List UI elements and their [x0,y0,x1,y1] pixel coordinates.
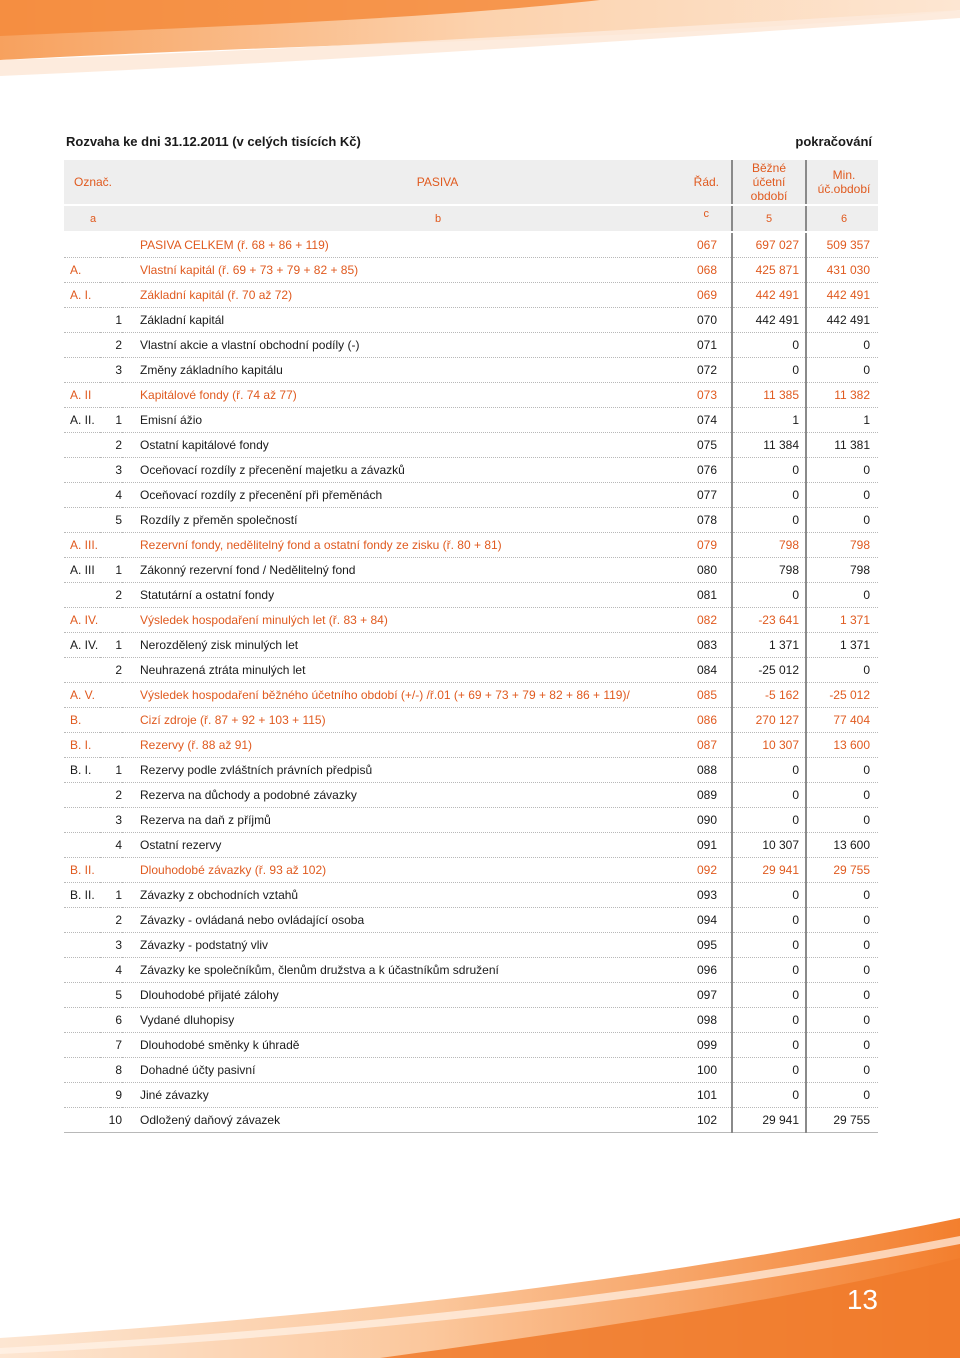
row-rad: 085 [678,683,732,708]
row-oznac [64,1083,100,1108]
row-name: Závazky z obchodních vztahů [122,883,678,908]
row-oznac [64,458,100,483]
table-row [64,733,878,758]
row-rad: 096 [678,958,732,983]
current-header-line1: Běžné účetní [752,161,787,189]
table-row [64,583,878,608]
row-previous: 0 [806,358,878,383]
row-rad: 092 [678,858,732,883]
row-name: Závazky - ovládaná nebo ovládající osoba [122,908,678,933]
col-previous-header: Min. úč.období [806,160,878,205]
row-oznac: A. IV. [64,608,100,633]
table-row [64,383,878,408]
row-rad: 095 [678,933,732,958]
row-rad: 078 [678,508,732,533]
table-row [64,1008,878,1033]
table-row [64,283,878,308]
row-oznac: A. II. [64,408,100,433]
row-name: Výsledek hospodaření běžného účetního období (+/-) /ř.01 (+ 69 + 73 + 79 + 82 + 86 + 119)/ [122,683,678,708]
row-name: Neuhrazená ztráta minulých let [122,658,678,683]
row-name: Dlouhodobé závazky (ř. 93 až 102) [122,858,678,883]
row-previous: 0 [806,508,878,533]
bottom-decoration [0,1198,960,1358]
row-name: Dlouhodobé přijaté zálohy [122,983,678,1008]
row-number [100,533,122,558]
row-oznac [64,358,100,383]
row-previous: 0 [806,783,878,808]
row-number: 1 [100,883,122,908]
row-name: Oceňovací rozdíly z přecenění majetku a závazků [122,458,678,483]
row-oznac [64,1008,100,1033]
row-name: Ostatní rezervy [122,833,678,858]
row-rad: 074 [678,408,732,433]
row-rad: 099 [678,1033,732,1058]
row-number: 1 [100,758,122,783]
row-current: 1 371 [732,633,806,658]
table-row [64,308,878,333]
table-row [64,483,878,508]
row-oznac: B. [64,708,100,733]
row-name: Statutární a ostatní fondy [122,583,678,608]
row-previous: 29 755 [806,1108,878,1133]
row-current: -23 641 [732,608,806,633]
row-oznac [64,433,100,458]
row-number: 2 [100,333,122,358]
row-previous: 0 [806,1058,878,1083]
row-oznac [64,308,100,333]
row-previous: 0 [806,808,878,833]
row-current: 798 [732,533,806,558]
row-previous: 1 [806,408,878,433]
row-oznac: A. II [64,383,100,408]
row-rad: 069 [678,283,732,308]
table-row [64,908,878,933]
subheader-b-label: b [434,212,442,225]
row-rad: 094 [678,908,732,933]
row-oznac [64,908,100,933]
row-name: Odložený daňový závazek [122,1108,678,1133]
row-current: 0 [732,1058,806,1083]
row-current: 11 384 [732,433,806,458]
row-rad: 081 [678,583,732,608]
row-rad: 072 [678,358,732,383]
table-row [64,833,878,858]
row-name: Výsledek hospodaření minulých let (ř. 83 + 84) [122,608,678,633]
row-oznac [64,983,100,1008]
row-name: Zákonný rezervní fond / Nedělitelný fond [122,558,678,583]
row-current: 442 491 [732,308,806,333]
row-oznac [64,1058,100,1083]
row-rad: 100 [678,1058,732,1083]
row-number [100,283,122,308]
row-number: 2 [100,583,122,608]
balance-sheet-table [64,160,878,1133]
row-number [100,683,122,708]
table-row [64,1058,878,1083]
row-number [100,858,122,883]
row-previous: 0 [806,958,878,983]
row-current: -5 162 [732,683,806,708]
row-previous: 0 [806,483,878,508]
table-row [64,708,878,733]
table-row [64,983,878,1008]
row-previous: -25 012 [806,683,878,708]
row-rad: 087 [678,733,732,758]
row-previous: 11 381 [806,433,878,458]
row-oznac: B. II. [64,883,100,908]
row-oznac [64,508,100,533]
row-previous: 509 357 [806,232,878,258]
row-current: 0 [732,983,806,1008]
row-name: Dohadné účty pasivní [122,1058,678,1083]
row-previous: 0 [806,1008,878,1033]
row-oznac: A. V. [64,683,100,708]
row-previous: 442 491 [806,308,878,333]
row-oznac: A. IV. [64,633,100,658]
table-row [64,758,878,783]
row-number [100,608,122,633]
row-name: Základní kapitál (ř. 70 až 72) [122,283,678,308]
row-previous: 13 600 [806,833,878,858]
row-number: 4 [100,483,122,508]
row-rad: 070 [678,308,732,333]
row-name: Nerozdělený zisk minulých let [122,633,678,658]
row-name: Rezerva na daň z příjmů [122,808,678,833]
table-row [64,858,878,883]
row-number: 3 [100,933,122,958]
col-oznac-header: Označ. [64,160,122,205]
row-rad: 082 [678,608,732,633]
row-number: 5 [100,508,122,533]
table-row [64,658,878,683]
row-number: 2 [100,908,122,933]
table-row [64,258,878,283]
row-number: 3 [100,458,122,483]
row-previous: 0 [806,658,878,683]
row-rad: 102 [678,1108,732,1133]
row-number: 5 [100,983,122,1008]
row-rad: 091 [678,833,732,858]
row-name: Závazky ke společníkům, členům družstva a k účastníkům sdružení [122,958,678,983]
row-current: 11 385 [732,383,806,408]
row-number [100,708,122,733]
row-current: 0 [732,483,806,508]
table-row [64,508,878,533]
row-oznac [64,808,100,833]
row-current: 442 491 [732,283,806,308]
table-row [64,783,878,808]
table-row [64,358,878,383]
row-name: Kapitálové fondy (ř. 74 až 77) [122,383,678,408]
row-previous: 0 [806,333,878,358]
row-name: Rezervy (ř. 88 až 91) [122,733,678,758]
table-row [64,808,878,833]
row-oznac: A. III. [64,533,100,558]
row-number: 3 [100,808,122,833]
table-body [64,232,878,1133]
row-oznac [64,333,100,358]
table-row [64,1083,878,1108]
row-current: 0 [732,1033,806,1058]
row-rad: 093 [678,883,732,908]
row-rad: 068 [678,258,732,283]
table-row [64,458,878,483]
row-oznac [64,1033,100,1058]
table-row [64,633,878,658]
row-number: 1 [100,558,122,583]
row-oznac: B. I. [64,758,100,783]
col-current-header [732,160,806,205]
row-current: 0 [732,933,806,958]
table-row [64,558,878,583]
row-previous: 0 [806,583,878,608]
row-oznac [64,232,100,258]
row-current: 10 307 [732,733,806,758]
row-name: Závazky - podstatný vliv [122,933,678,958]
row-current: 0 [732,458,806,483]
header-row [64,160,878,205]
row-name: Ostatní kapitálové fondy [122,433,678,458]
row-name: Základní kapitál [122,308,678,333]
row-previous: 0 [806,883,878,908]
row-oznac: A. III [64,558,100,583]
row-current: 0 [732,333,806,358]
row-number: 2 [100,783,122,808]
row-current: 29 941 [732,858,806,883]
col-pasiva-header [122,160,678,205]
row-name: Rozdíly z přeměn společností [122,508,678,533]
table-row [64,232,878,258]
subheader-e: 6 [806,205,878,232]
pasiva-label: PASIVA [416,175,459,189]
row-rad: 077 [678,483,732,508]
row-rad: 075 [678,433,732,458]
row-oznac [64,958,100,983]
row-number: 2 [100,433,122,458]
table-row [64,683,878,708]
table-row [64,333,878,358]
row-number: 4 [100,958,122,983]
row-name: Rezerva na důchody a podobné závazky [122,783,678,808]
row-previous: 29 755 [806,858,878,883]
row-name: Jiné závazky [122,1083,678,1108]
row-number: 1 [100,408,122,433]
subheader-b [122,205,678,232]
subheader-a: a [64,205,122,232]
col-rad-header: Řád. [678,160,732,205]
row-current: 697 027 [732,232,806,258]
row-current: 0 [732,883,806,908]
row-name: Dlouhodobé směnky k úhradě [122,1033,678,1058]
row-oznac [64,933,100,958]
table-row [64,608,878,633]
row-oznac [64,658,100,683]
row-previous: 0 [806,908,878,933]
row-previous: 0 [806,758,878,783]
row-number: 1 [100,308,122,333]
row-previous: 13 600 [806,733,878,758]
row-rad: 101 [678,1083,732,1108]
row-previous: 798 [806,533,878,558]
row-rad: 089 [678,783,732,808]
row-previous: 0 [806,1033,878,1058]
row-previous: 798 [806,558,878,583]
table-row [64,933,878,958]
row-oznac: B. I. [64,733,100,758]
row-current: 0 [732,508,806,533]
table-row [64,408,878,433]
row-current: 0 [732,1083,806,1108]
row-number: 7 [100,1033,122,1058]
row-current: 0 [732,783,806,808]
row-name: Změny základního kapitálu [122,358,678,383]
row-previous: 1 371 [806,608,878,633]
row-rad: 073 [678,383,732,408]
table-row [64,1108,878,1133]
row-oznac [64,483,100,508]
row-number: 2 [100,658,122,683]
row-current: 0 [732,758,806,783]
row-rad: 079 [678,533,732,558]
row-name: Vydané dluhopisy [122,1008,678,1033]
row-oznac [64,833,100,858]
row-current: 29 941 [732,1108,806,1133]
table-row [64,958,878,983]
row-number [100,232,122,258]
row-oznac [64,583,100,608]
row-current: 0 [732,908,806,933]
page-number: 13 [846,1284,878,1315]
row-number: 8 [100,1058,122,1083]
row-current: 0 [732,808,806,833]
row-current: 798 [732,558,806,583]
row-number [100,383,122,408]
row-previous: 0 [806,1083,878,1108]
row-rad: 086 [678,708,732,733]
row-rad: 098 [678,1008,732,1033]
row-rad: 090 [678,808,732,833]
row-number: 4 [100,833,122,858]
row-name: Rezervy podle zvláštních právních předpisů [122,758,678,783]
row-current: 270 127 [732,708,806,733]
row-oznac [64,783,100,808]
row-current: 425 871 [732,258,806,283]
row-name: Cizí zdroje (ř. 87 + 92 + 103 + 115) [122,708,678,733]
row-number: 9 [100,1083,122,1108]
report-title: Rozvaha ke dni 31.12.2011 (v celých tisících Kč) [66,134,361,149]
row-current: 0 [732,958,806,983]
row-previous: 77 404 [806,708,878,733]
row-name: PASIVA CELKEM (ř. 68 + 86 + 119) [122,232,678,258]
subheader-d: 5 [732,205,806,232]
table-row [64,1033,878,1058]
table-row [64,433,878,458]
row-rad: 083 [678,633,732,658]
table-row [64,883,878,908]
row-number: 6 [100,1008,122,1033]
row-previous: 11 382 [806,383,878,408]
row-name: Vlastní kapitál (ř. 69 + 73 + 79 + 82 + 85) [122,258,678,283]
current-header-line2: období [750,189,788,203]
row-rad: 084 [678,658,732,683]
subheader-c: c [678,205,732,232]
row-current: 1 [732,408,806,433]
row-current: -25 012 [732,658,806,683]
row-oznac: B. II. [64,858,100,883]
row-name: Emisní ážio [122,408,678,433]
top-decoration [0,0,960,130]
row-rad: 097 [678,983,732,1008]
continued-label: pokračování [795,134,872,149]
row-name: Rezervní fondy, nedělitelný fond a ostatní fondy ze zisku (ř. 80 + 81) [122,533,678,558]
row-previous: 1 371 [806,633,878,658]
row-oznac [64,1108,100,1133]
row-name: Oceňovací rozdíly z přecenění při přeměnách [122,483,678,508]
row-name: Vlastní akcie a vlastní obchodní podíly (-) [122,333,678,358]
row-rad: 080 [678,558,732,583]
row-number: 3 [100,358,122,383]
row-previous: 0 [806,933,878,958]
row-rad: 067 [678,232,732,258]
row-current: 0 [732,583,806,608]
row-rad: 076 [678,458,732,483]
row-number [100,258,122,283]
row-number: 1 [100,633,122,658]
row-previous: 0 [806,458,878,483]
row-previous: 0 [806,983,878,1008]
row-current: 10 307 [732,833,806,858]
row-number: 10 [100,1108,122,1133]
row-number [100,733,122,758]
row-current: 0 [732,1008,806,1033]
row-rad: 088 [678,758,732,783]
row-oznac: A. I. [64,283,100,308]
row-oznac: A. [64,258,100,283]
table-row [64,533,878,558]
row-previous: 431 030 [806,258,878,283]
subheader-row [64,205,878,232]
row-previous: 442 491 [806,283,878,308]
balance-sheet-table-wrap [64,160,878,1133]
row-current: 0 [732,358,806,383]
report-heading [66,134,872,154]
row-rad: 071 [678,333,732,358]
